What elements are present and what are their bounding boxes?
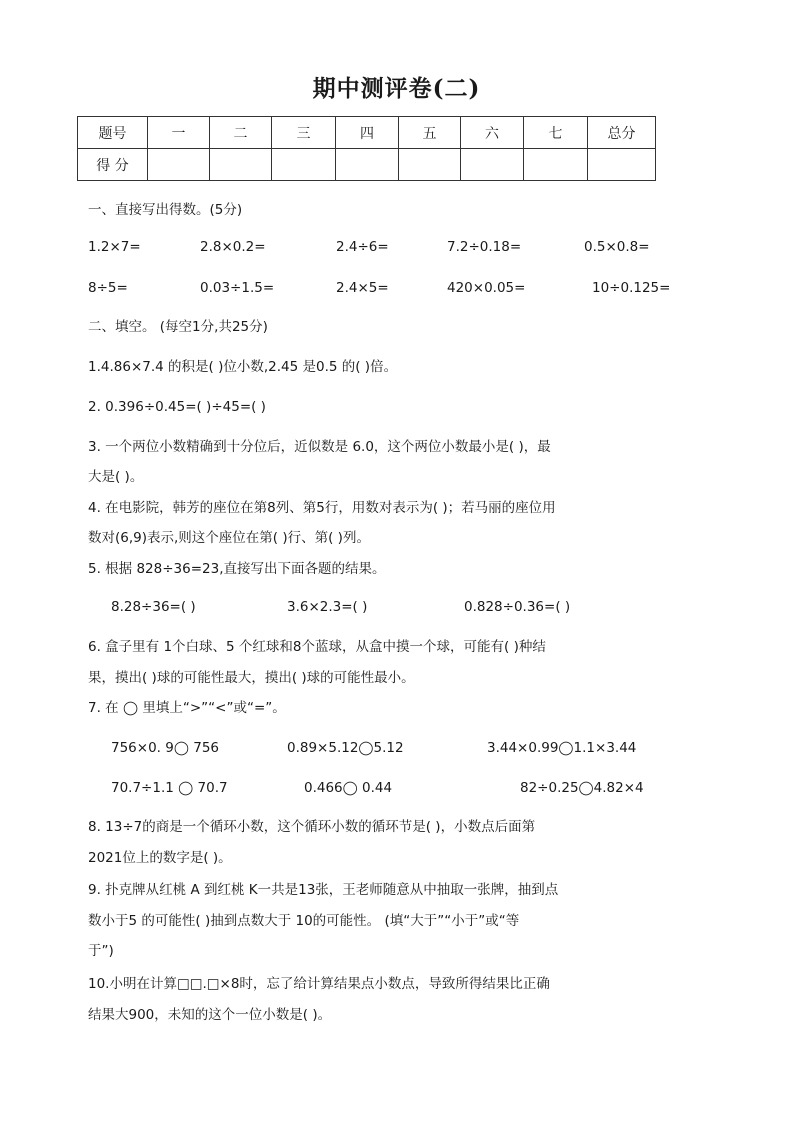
score-cell-3: 三	[272, 117, 336, 149]
question-4-line2: 数对(6,9)表示,则这个座位在第( )行、第( )列。	[88, 530, 370, 546]
question-5: 5. 根据 828÷36=23,直接写出下面各题的结果。	[88, 561, 386, 577]
score-blank-2[interactable]	[210, 149, 272, 181]
question-7: 7. 在 ◯ 里填上“>”“<”或“=”。	[88, 700, 286, 716]
question-9-line1: 9. 扑克牌从红桃 A 到红桃 K一共是13张，王老师随意从中抽取一张牌，抽到点	[88, 882, 559, 898]
compare-item: 82÷0.25◯4.82×4	[520, 780, 644, 796]
score-blank-6[interactable]	[461, 149, 524, 181]
score-cell-7: 七	[524, 117, 588, 149]
score-cell-label: 题号	[78, 117, 148, 149]
compare-item: 3.44×0.99◯1.1×3.44	[487, 740, 637, 756]
question-3-line2: 大是( )。	[88, 469, 144, 485]
score-table-header-row	[78, 117, 656, 149]
score-blank-4[interactable]	[336, 149, 399, 181]
question-8-line1: 8. 13÷7的商是一个循环小数，这个循环小数的循环节是( )，小数点后面第	[88, 819, 536, 835]
score-blank-3[interactable]	[272, 149, 336, 181]
page-title: 期中测评卷(二)	[312, 75, 481, 102]
question-5-item: 3.6×2.3=( )	[287, 599, 368, 615]
question-6-line1: 6. 盒子里有 1个白球、5 个红球和8个蓝球，从盒中摸一个球，可能有( )种结	[88, 639, 546, 655]
score-blank-5[interactable]	[399, 149, 461, 181]
calc-item: 8÷5=	[88, 280, 128, 296]
score-table	[77, 116, 656, 181]
question-2: 2. 0.396÷0.45=( )÷45=( )	[88, 399, 266, 415]
calc-item: 10÷0.125=	[592, 280, 671, 296]
calc-item: 420×0.05=	[447, 280, 526, 296]
score-blank-1[interactable]	[148, 149, 210, 181]
compare-item: 756×0. 9◯ 756	[111, 740, 220, 756]
calc-item: 2.4×5=	[336, 280, 389, 296]
score-row-label: 得 分	[78, 149, 148, 181]
section1-heading: 一、直接写出得数。(5分)	[88, 202, 243, 218]
calc-item: 2.4÷6=	[336, 239, 389, 255]
calc-item: 0.5×0.8=	[584, 239, 650, 255]
question-3-line1: 3. 一个两位小数精确到十分位后，近似数是 6.0，这个两位小数最小是( )，最	[88, 439, 551, 455]
question-4-line1: 4. 在电影院，韩芳的座位在第8列、第5行，用数对表示为( )；若马丽的座位用	[88, 500, 556, 516]
score-cell-total: 总分	[588, 117, 656, 149]
score-cell-1: 一	[148, 117, 210, 149]
question-9-line2: 数小于5 的可能性( )抽到点数大于 10的可能性。 (填“大于”“小于”或“等	[88, 913, 520, 929]
question-9-line3: 于”)	[88, 943, 114, 959]
question-8-line2: 2021位上的数字是( )。	[88, 850, 232, 866]
calc-item: 7.2÷0.18=	[447, 239, 522, 255]
compare-item: 70.7÷1.1 ◯ 70.7	[111, 780, 228, 796]
score-cell-6: 六	[461, 117, 524, 149]
score-cell-4: 四	[336, 117, 399, 149]
compare-item: 0.89×5.12◯5.12	[287, 740, 404, 756]
section2-heading: 二、填空。 (每空1分,共25分)	[88, 319, 268, 335]
calc-item: 2.8×0.2=	[200, 239, 266, 255]
score-table-score-row	[78, 149, 656, 181]
question-10-line2: 结果大900，未知的这个一位小数是( )。	[88, 1007, 332, 1023]
question-5-item: 0.828÷0.36=( )	[464, 599, 571, 615]
question-1: 1.4.86×7.4 的积是( )位小数,2.45 是0.5 的( )倍。	[88, 359, 398, 375]
score-blank-7[interactable]	[524, 149, 588, 181]
question-5-item: 8.28÷36=( )	[111, 599, 196, 615]
question-10-line1: 10.小明在计算□□.□×8时，忘了给计算结果点小数点，导致所得结果比正确	[88, 976, 550, 992]
calc-item: 1.2×7=	[88, 239, 141, 255]
calc-item: 0.03÷1.5=	[200, 280, 275, 296]
question-6-line2: 果，摸出( )球的可能性最大，摸出( )球的可能性最小。	[88, 670, 415, 686]
score-cell-2: 二	[210, 117, 272, 149]
compare-item: 0.466◯ 0.44	[304, 780, 393, 796]
score-blank-total[interactable]	[588, 149, 656, 181]
score-cell-5: 五	[399, 117, 461, 149]
